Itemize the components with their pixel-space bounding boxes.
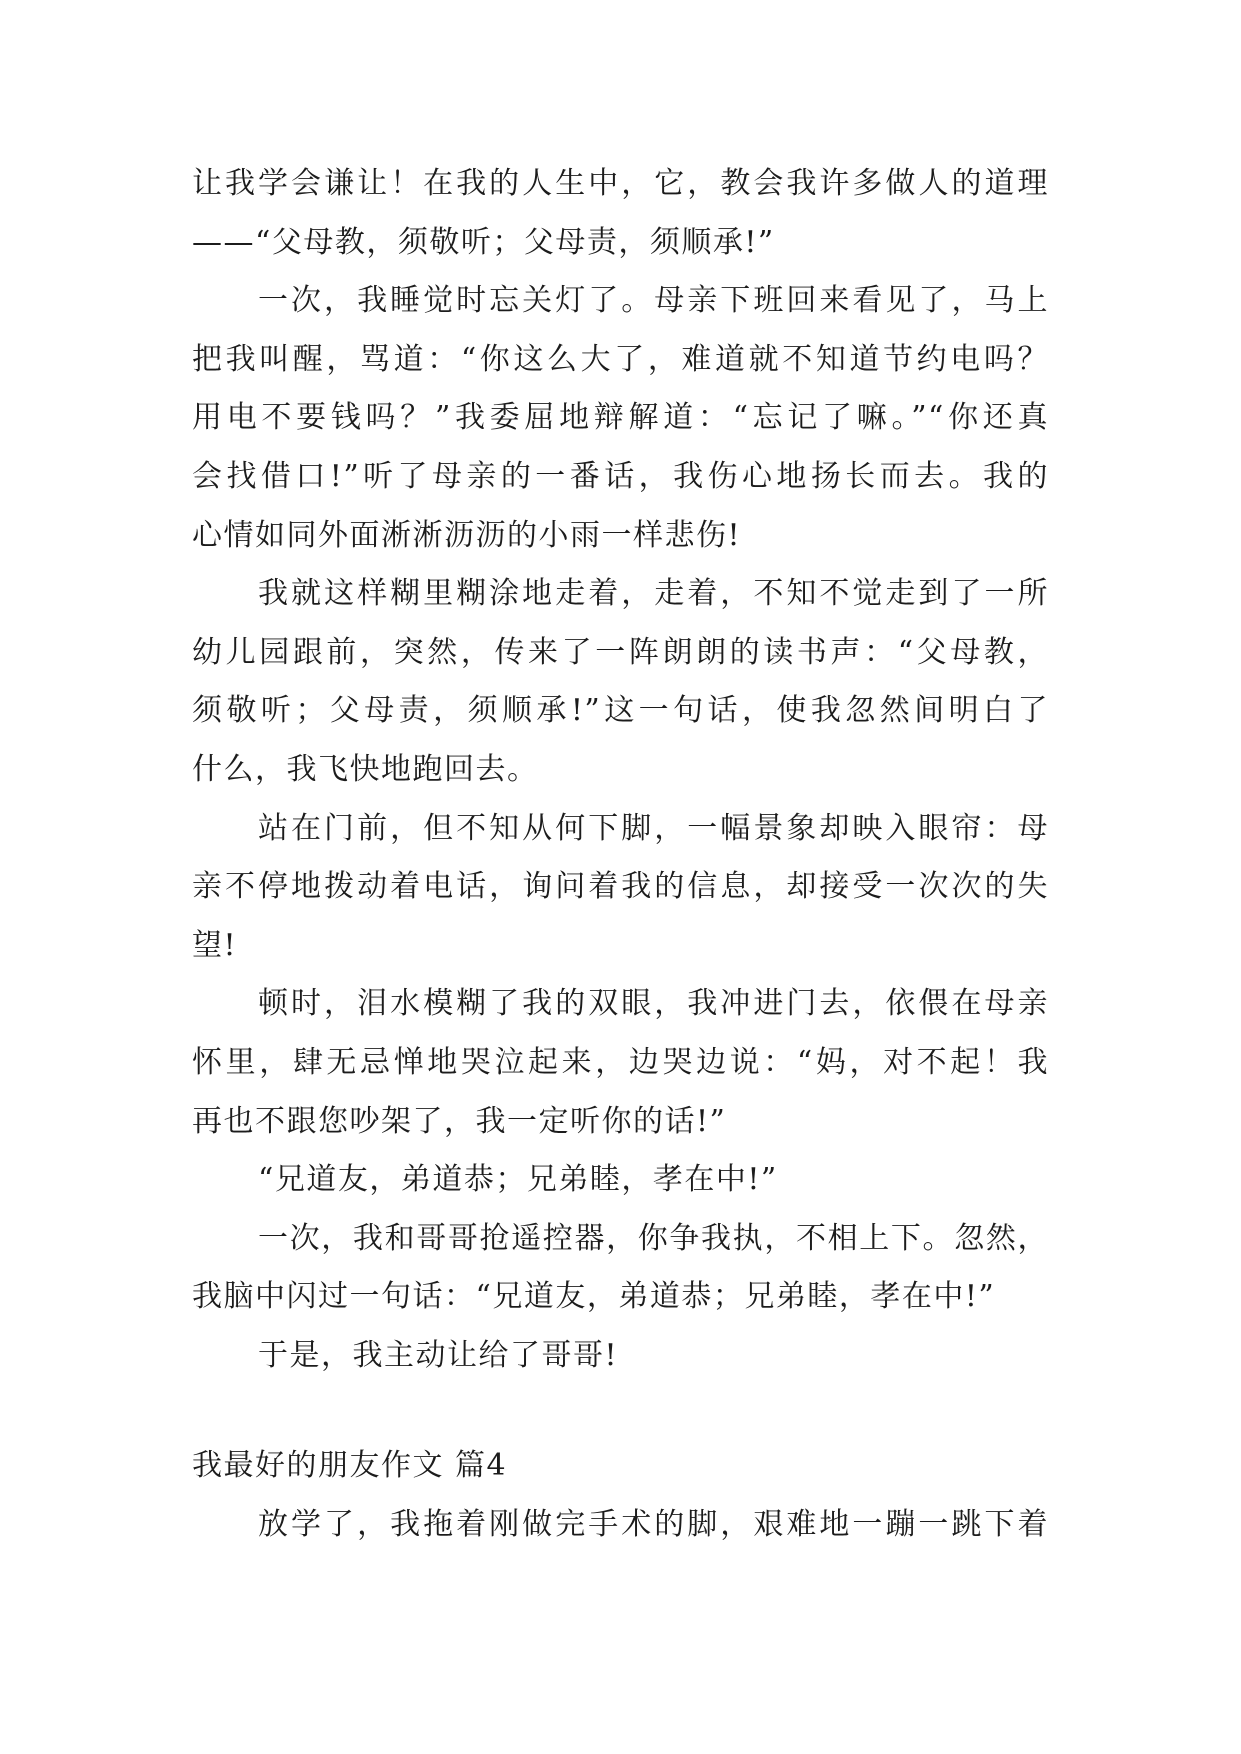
paragraph [192,1327,1049,1386]
paragraph [192,800,1049,976]
paragraph [192,975,1049,1151]
text-line: “兄道友，弟道恭；兄弟睦，孝在中!” [258,1162,778,1198]
section-heading: 我最好的朋友作文 篇4 [192,1448,508,1484]
text-line: 放学了，我拖着刚做完手术的脚，艰难地一蹦一跳下着 [258,1507,1049,1543]
text-line: 于是，我主动让给了哥哥! [258,1337,619,1373]
paragraph [192,1496,1049,1555]
text-line: 心情如同外面淅淅沥沥的小雨一样悲伤! [192,517,742,553]
text-line: 什么，我飞快地跑回去。 [192,751,539,787]
text-line: 怀里，肆无忌惮地哭泣起来，边哭边说：“妈，对不起！我 [192,1044,1049,1080]
text-line: 亲不停地拨动着电话，询问着我的信息，却接受一次次的失 [192,869,1049,905]
text-line: 再也不跟您吵架了，我一定听你的话!” [192,1103,727,1139]
text-line: ——“父母教，须敬听；父母责，须顺承!” [192,224,775,260]
text-line: 一次，我睡觉时忘关灯了。母亲下班回来看见了，马上 [258,283,1049,319]
paragraph [192,1151,1049,1210]
text-line: 我就这样糊里糊涂地走着，走着，不知不觉走到了一所 [258,576,1049,612]
text-line: 幼儿园跟前，突然，传来了一阵朗朗的读书声：“父母教， [192,634,1049,670]
text-line: 让我学会谦让！在我的人生中，它，教会我许多做人的道理 [192,166,1049,201]
text-line: 望! [192,927,238,963]
paragraph [192,155,1049,272]
text-line: 须敬听；父母责，须顺承!”这一句话，使我忽然间明白了 [192,693,1049,729]
text-line: 顿时，泪水模糊了我的双眼，我冲进门去，依偎在母亲 [258,986,1049,1022]
paragraph [192,565,1049,799]
text-line: 一次，我和哥哥抢遥控器，你争我执，不相上下。忽然， [258,1220,1049,1256]
text-line: 用电不要钱吗？”我委屈地辩解道：“忘记了嘛。”“你还真 [192,400,1049,436]
text-line: 会找借口!”听了母亲的一番话，我伤心地扬长而去。我的 [192,458,1049,494]
paragraph [192,272,1049,565]
text-line: 站在门前，但不知从何下脚，一幅景象却映入眼帘：母 [258,810,1049,846]
document-body [192,155,1049,1555]
text-line: 把我叫醒，骂道：“你这么大了，难道就不知道节约电吗？ [192,341,1049,377]
paragraph [192,1210,1049,1327]
text-line: 我脑中闪过一句话：“兄道友，弟道恭；兄弟睦，孝在中!” [192,1279,996,1315]
